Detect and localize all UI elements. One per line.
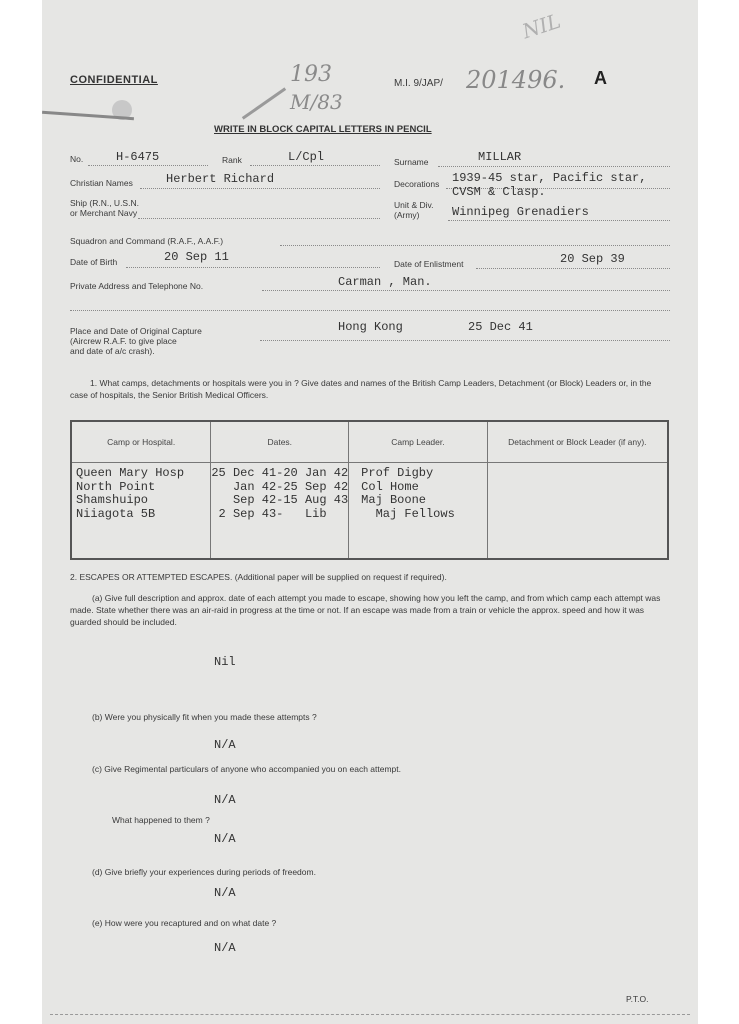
mi-reference-label: M.I. 9/JAP/ [394, 78, 443, 89]
date-of-enlistment-label: Date of Enlistment [394, 259, 464, 269]
rank-value: L/Cpl [288, 150, 325, 164]
dates-list [211, 463, 349, 560]
camp-cell: Queen Mary Hosp [76, 466, 185, 480]
camps-table [70, 420, 669, 560]
ship-label-line-2: or Merchant Navy [70, 208, 138, 218]
reference-suffix: A [594, 68, 607, 88]
leader-list [349, 463, 488, 560]
question-2b-text: (b) Were you physically fit when you made these attempts ? [92, 712, 317, 722]
unit-label-line-2: (Army) [394, 210, 420, 220]
handwritten-nil: NIL [519, 8, 564, 44]
ship-label-line-1: Ship (R.N., U.S.N. [70, 198, 139, 208]
capture-label-line-1: Place and Date of Original Capture [70, 326, 202, 336]
camp-cell: North Point [76, 479, 156, 494]
question-2e-text: (e) How were you recaptured and on what date ? [92, 918, 277, 928]
service-number: H-6475 [116, 150, 160, 164]
surname-label: Surname [394, 157, 429, 167]
instruction-heading: WRITE IN BLOCK CAPITAL LETTERS IN PENCIL [214, 124, 432, 135]
detachment-list [487, 463, 668, 560]
question-2c-text: (c) Give Regimental particulars of anyone who accompanied you on each attempt. [92, 764, 401, 774]
dates-cell: Jan 42-25 Sep 42 [211, 479, 349, 494]
header-dates: Dates. [211, 421, 349, 463]
capture-label-line-2: (Aircrew R.A.F. to give place [70, 336, 177, 346]
header-camp-leader: Camp Leader. [349, 421, 488, 463]
capture-label-line-3: and date of a/c crash). [70, 346, 155, 356]
question-2a-text: (a) Give full description and approx. date of each attempt you made to escape, showing how you left the camp, and from which camp each attempt was made. State whether there was an air-raid in progress at the time or not. If an escape was made from a train or vehicle the approx. speed and how it was guarded should be included. [70, 593, 661, 627]
handwritten-m83: M/83 [290, 90, 343, 114]
question-2-heading: 2. ESCAPES OR ATTEMPTED ESCAPES. (Additional paper will be supplied on request if required). [70, 572, 447, 582]
table-row [71, 463, 668, 560]
rank-label: Rank [222, 155, 242, 165]
pto-label: P.T.O. [626, 994, 649, 1004]
confidential-label: CONFIDENTIAL [70, 74, 158, 86]
question-1-text: 1. What camps, detachments or hospitals were you in ? Give dates and names of the British Camp Leaders, Detachment (or Block) Leaders or, in the case of hospitals, the Senior British Medical Officers. [70, 378, 652, 400]
leader-cell: Maj Boone [361, 493, 426, 507]
unit-label-line-1: Unit & Div. [394, 200, 434, 210]
no-label: No. [70, 154, 84, 164]
decorations-line-1: 1939-45 star, Pacific star, [452, 171, 647, 185]
dates-cell: 2 Sep 43- Lib [211, 506, 327, 521]
dates-cell: 25 Dec 41-20 Jan 42 [211, 466, 349, 480]
camp-cell: Niiagota 5B [76, 506, 156, 521]
question-2b-answer: N/A [214, 738, 236, 752]
leader-cell: Maj Fellows [361, 506, 455, 521]
question-2e-answer: N/A [214, 941, 236, 955]
camp-cell: Shamshuipo [76, 493, 149, 507]
squadron-label: Squadron and Command (R.A.F., A.A.F.) [70, 236, 224, 246]
handwritten-reference-number: 201496. [466, 66, 566, 94]
date-of-enlistment-value: 20 Sep 39 [560, 252, 625, 266]
what-happened-text: What happened to them ? [112, 815, 210, 825]
date-of-birth-label: Date of Birth [70, 257, 118, 267]
christian-names-label: Christian Names [70, 178, 133, 188]
christian-names-value: Herbert Richard [166, 172, 275, 186]
leader-cell: Col Home [361, 479, 419, 494]
leader-cell: Prof Digby [361, 466, 434, 480]
dates-cell: Sep 42-15 Aug 43 [211, 493, 349, 507]
surname-value: MILLAR [478, 150, 522, 164]
header-detachment-leader: Detachment or Block Leader (if any). [487, 421, 668, 463]
question-2a-answer: Nil [214, 655, 236, 669]
date-of-birth-value: 20 Sep 11 [164, 250, 229, 264]
decorations-line-2: CVSM & Clasp. [452, 185, 546, 199]
what-happened-answer: N/A [214, 832, 236, 846]
camp-list [71, 463, 211, 560]
question-2d-answer: N/A [214, 886, 236, 900]
capture-date: 25 Dec 41 [468, 320, 533, 334]
question-2c-answer: N/A [214, 793, 236, 807]
header-camp: Camp or Hospital. [71, 421, 211, 463]
capture-place: Hong Kong [338, 320, 403, 334]
address-value: Carman , Man. [338, 275, 432, 289]
decorations-label: Decorations [394, 179, 440, 189]
address-label: Private Address and Telephone No. [70, 281, 204, 291]
question-2d-text: (d) Give briefly your experiences during periods of freedom. [92, 867, 316, 877]
handwritten-193: 193 [290, 62, 332, 87]
unit-value: Winnipeg Grenadiers [452, 205, 589, 219]
